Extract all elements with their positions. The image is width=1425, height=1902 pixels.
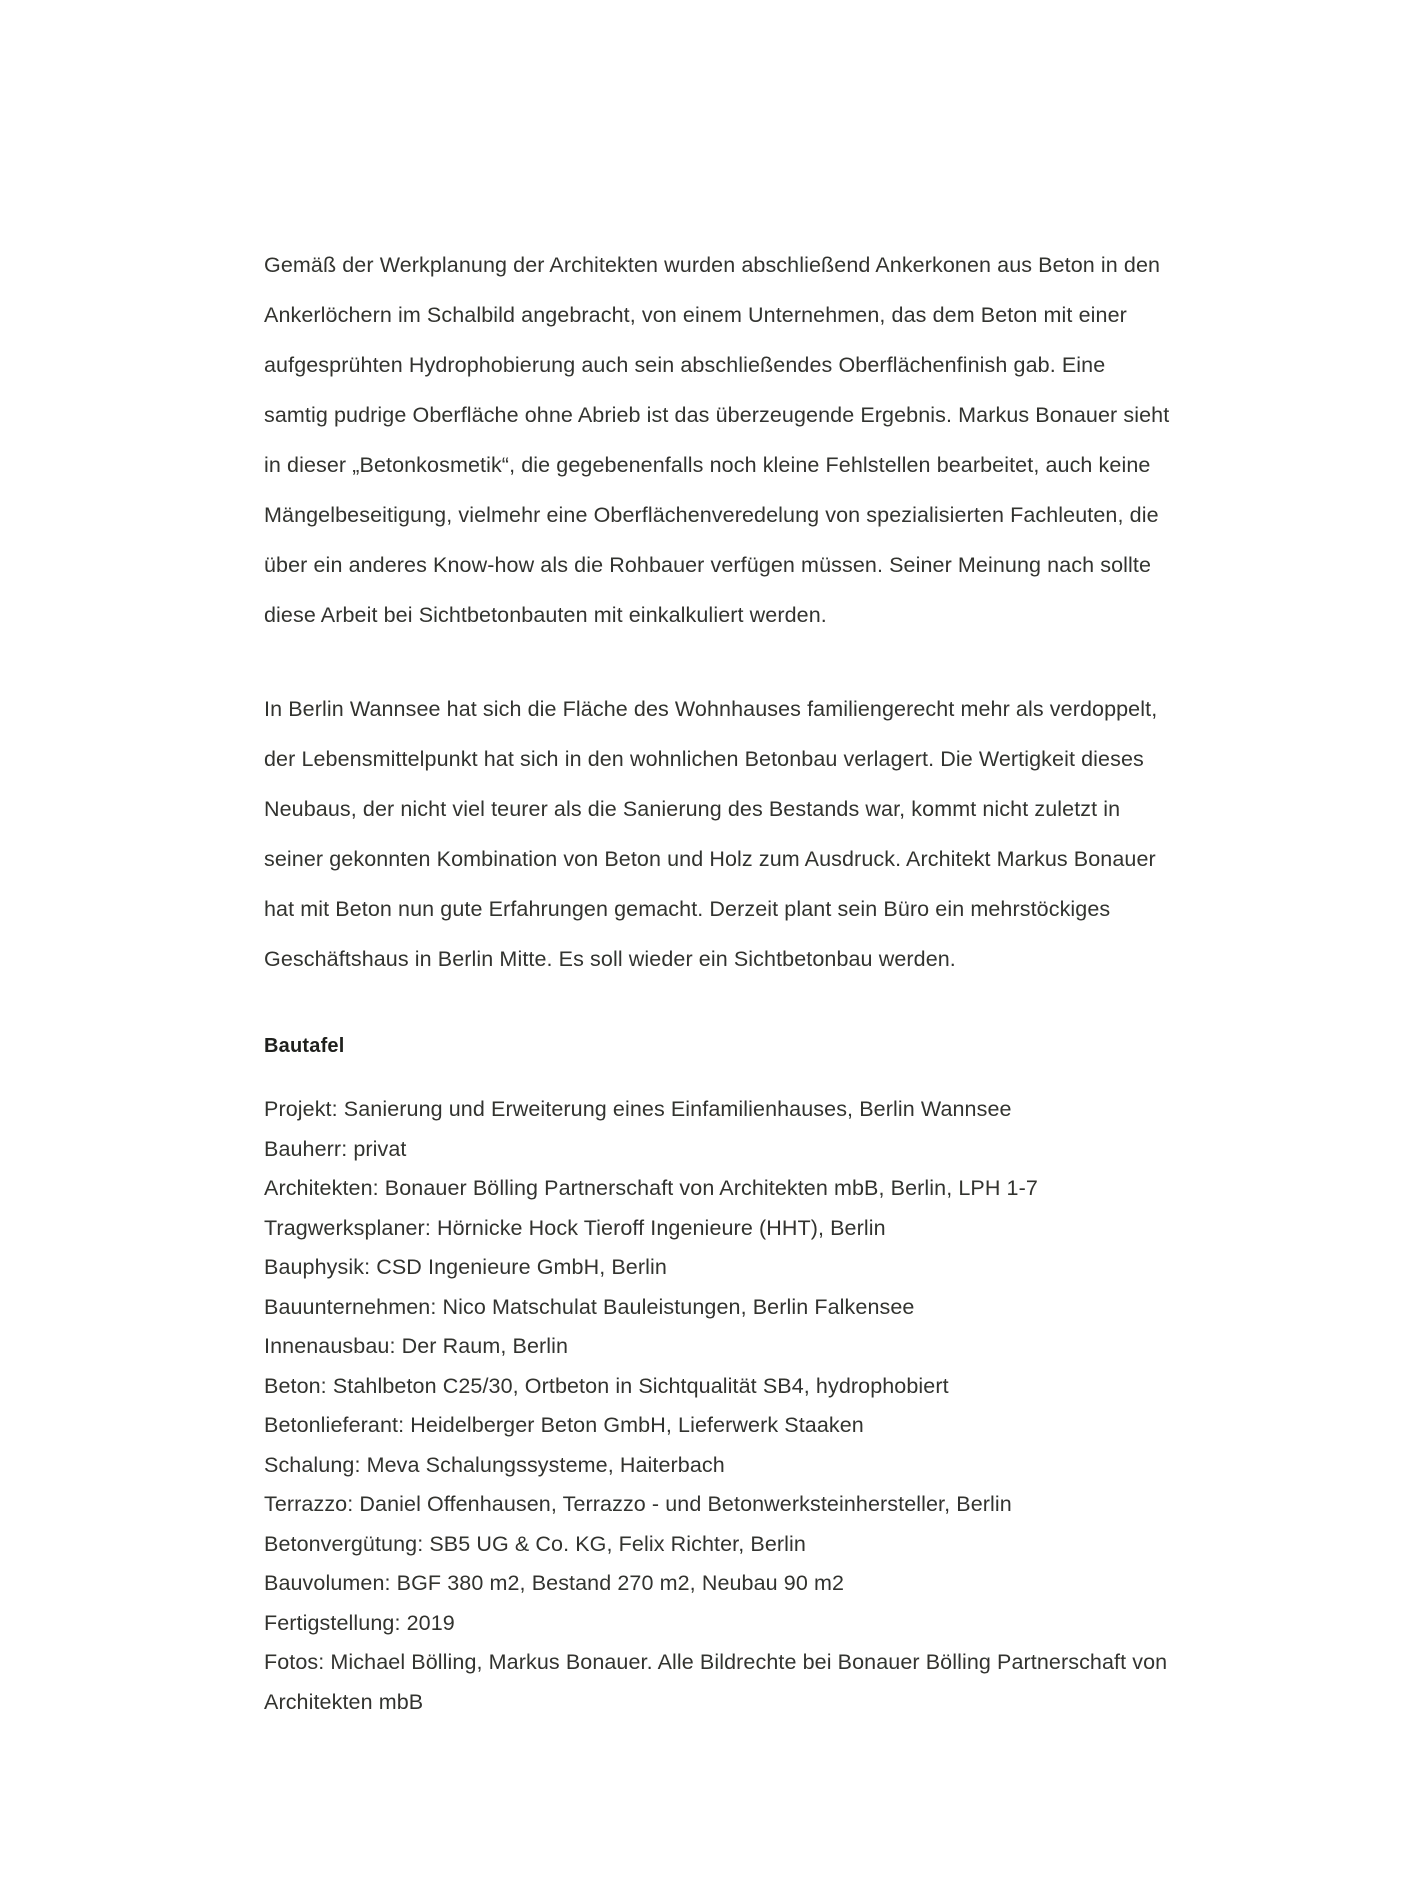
list-item: Bauunternehmen: Nico Matschulat Bauleistungen, Berlin Falkensee xyxy=(264,1294,915,1319)
list-item: Terrazzo: Daniel Offenhausen, Terrazzo - und Betonwerksteinhersteller, Berlin xyxy=(264,1492,1012,1516)
paragraph-1: Gemäß der Werkplanung der Architekten wurden abschließend Ankerkonen aus Beton in den Ankerlöchern im Schalbild angebracht, von einem Unternehmen, das dem Beton mit einer aufgesprühten Hydrophobierung auch sein abschließendes Oberflächenfinish gab. Eine samtig pudrige Oberfläche ohne Abrieb ist das überzeugende Ergebnis. Markus Bonauer sieht in dieser „Betonkosmetik“, die gegebenenfalls noch kleine Fehlstellen bearbeitet, auch keine Mängelbeseitigung, vielmehr eine Oberflächenveredelung von spezialisierten Fachleuten, die über ein anderes Know-how als die Rohbauer verfügen müssen. Seiner Meinung nach sollte diese Arbeit bei Sichtbetonbauten mit einkalkuliert werden. xyxy=(264,253,1170,627)
list-item: Schalung: Meva Schalungssysteme, Haiterbach xyxy=(264,1452,725,1477)
list-item: Beton: Stahlbeton C25/30, Ortbeton in Sichtqualität SB4, hydrophobiert xyxy=(264,1373,949,1398)
list-item: Bauphysik: CSD Ingenieure GmbH, Berlin xyxy=(264,1255,667,1279)
section-heading-bautafel: Bautafel xyxy=(264,1035,345,1057)
fact-sheet-list xyxy=(264,1090,1174,1722)
list-item: Projekt: Sanierung und Erweiterung eines Einfamilienhauses, Berlin Wannsee xyxy=(264,1097,1012,1121)
list-item: Fertigstellung: 2019 xyxy=(264,1610,455,1635)
list-item: Fotos: Michael Bölling, Markus Bonauer. Alle Bildrechte bei Bonauer Bölling Partnerschaft von Architekten mbB xyxy=(264,1650,1168,1714)
list-item: Betonvergütung: SB5 UG & Co. KG, Felix Richter, Berlin xyxy=(264,1531,806,1556)
paragraph-2: In Berlin Wannsee hat sich die Fläche des Wohnhauses familiengerecht mehr als verdoppelt, der Lebensmittelpunkt hat sich in den wohnlichen Betonbau verlagert. Die Wertigkeit dieses Neubaus, der nicht viel teurer als die Sanierung des Bestands war, kommt nicht zuletzt in seiner gekonnten Kombination von Beton und Holz zum Ausdruck. Architekt Markus Bonauer hat mit Beton nun gute Erfahrungen gemacht. Derzeit plant sein Büro ein mehrstöckiges Geschäftshaus in Berlin Mitte. Es soll wieder ein Sichtbetonbau werden. xyxy=(264,697,1158,971)
list-item: Betonlieferant: Heidelberger Beton GmbH, Lieferwerk Staaken xyxy=(264,1413,864,1437)
list-item: Bauherr: privat xyxy=(264,1136,407,1161)
list-item: Architekten: Bonauer Bölling Partnerschaft von Architekten mbB, Berlin, LPH 1-7 xyxy=(264,1176,1038,1200)
list-item: Tragwerksplaner: Hörnicke Hock Tieroff Ingenieure (HHT), Berlin xyxy=(264,1215,886,1240)
document-body xyxy=(264,240,1174,1722)
list-item: Bauvolumen: BGF 380 m2, Bestand 270 m2, Neubau 90 m2 xyxy=(264,1571,845,1595)
list-item: Innenausbau: Der Raum, Berlin xyxy=(264,1334,569,1358)
